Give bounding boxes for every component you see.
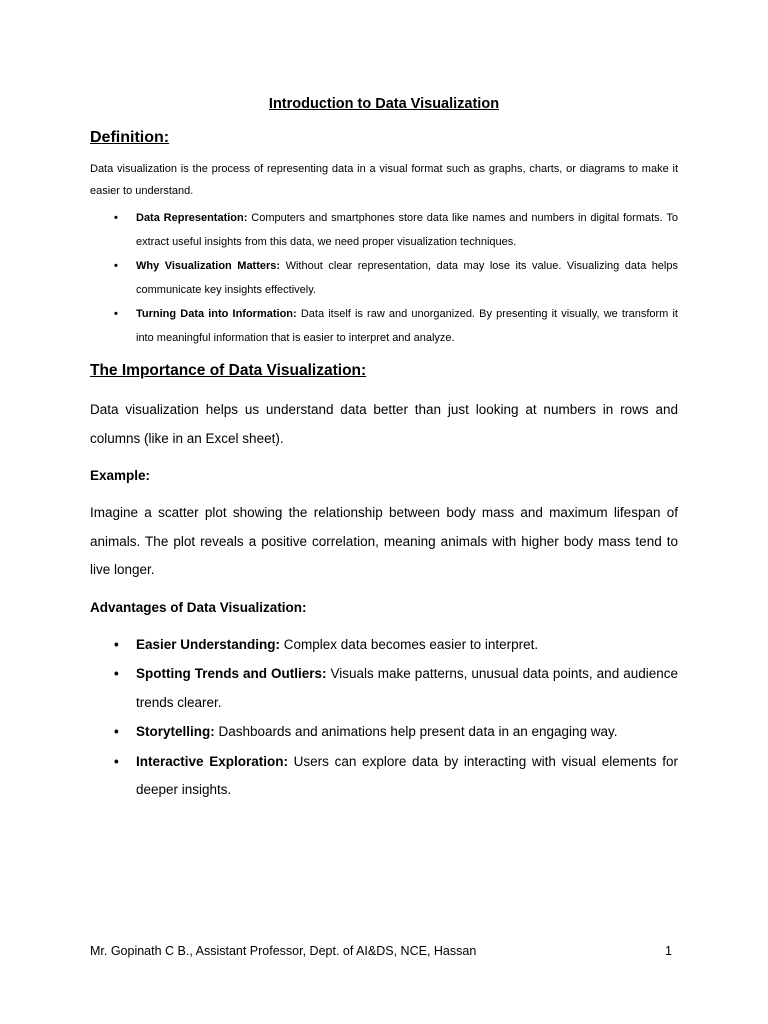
bullet-icon: • <box>114 308 118 320</box>
definition-bullet-list <box>90 206 678 350</box>
list-item <box>90 254 678 302</box>
bullet-text: Data itself is raw and unorganized. By presenting it visually, we transform it into meaningful information that is easier to interpret and analyze. <box>136 308 678 344</box>
advantage-text: Users can explore data by interacting with visual elements for deeper insights. <box>136 753 678 797</box>
list-item <box>90 302 678 350</box>
definition-heading: Definition: <box>90 129 170 146</box>
list-item <box>90 206 678 254</box>
example-text: Imagine a scatter plot showing the relationship between body mass and maximum lifespan of animals. The plot reveals a positive correlation, meaning animals with higher body mass tend to live longer. <box>90 505 678 577</box>
bullet-icon: • <box>114 724 119 739</box>
list-item <box>90 631 678 660</box>
advantage-term: Interactive Exploration: <box>136 753 288 769</box>
advantage-text: Visuals make patterns, unusual data points, and audience trends clearer. <box>136 666 678 710</box>
importance-heading: The Importance of Data Visualization: <box>90 362 367 379</box>
page-footer <box>90 942 678 960</box>
bullet-icon: • <box>114 260 118 272</box>
bullet-icon: • <box>114 212 118 224</box>
list-item <box>90 660 678 717</box>
definition-text: Data visualization is the process of representing data in a visual format such as graphs, charts, or diagrams to make it easier to understand. <box>90 163 678 197</box>
footer-author: Mr. Gopinath C B., Assistant Professor, Dept. of AI&DS, NCE, Hassan <box>90 944 477 958</box>
advantages-label: Advantages of Data Visualization: <box>90 599 307 615</box>
list-item <box>90 718 678 747</box>
advantage-term: Spotting Trends and Outliers: <box>136 666 327 681</box>
document-title: Introduction to Data Visualization <box>268 96 500 112</box>
page-content <box>90 94 678 806</box>
bullet-term: Why Visualization Matters: <box>136 260 281 272</box>
bullet-term: Data Representation: <box>136 212 248 224</box>
bullet-icon: • <box>114 636 119 652</box>
advantage-text: Complex data becomes easier to interpret. <box>280 636 539 652</box>
bullet-term: Turning Data into Information: <box>136 308 297 320</box>
page-number: 1 <box>665 944 672 958</box>
example-label: Example: <box>90 468 151 483</box>
advantage-term: Storytelling: <box>136 724 215 739</box>
bullet-text: Computers and smartphones store data like names and numbers in digital formats. To extract useful insights from this data, we need proper visualization techniques. <box>136 212 678 248</box>
bullet-icon: • <box>114 753 119 769</box>
advantages-list <box>90 631 678 805</box>
advantage-term: Easier Understanding: <box>136 636 281 652</box>
list-item <box>90 748 678 805</box>
advantage-text: Dashboards and animations help present data in an engaging way. <box>214 724 618 739</box>
bullet-text: Without clear representation, data may lose its value. Visualizing data helps communicate key insights effectively. <box>136 260 678 296</box>
bullet-icon: • <box>114 666 119 681</box>
importance-text: Data visualization helps us understand data better than just looking at numbers in rows and columns (like in an Excel sheet). <box>90 402 678 446</box>
